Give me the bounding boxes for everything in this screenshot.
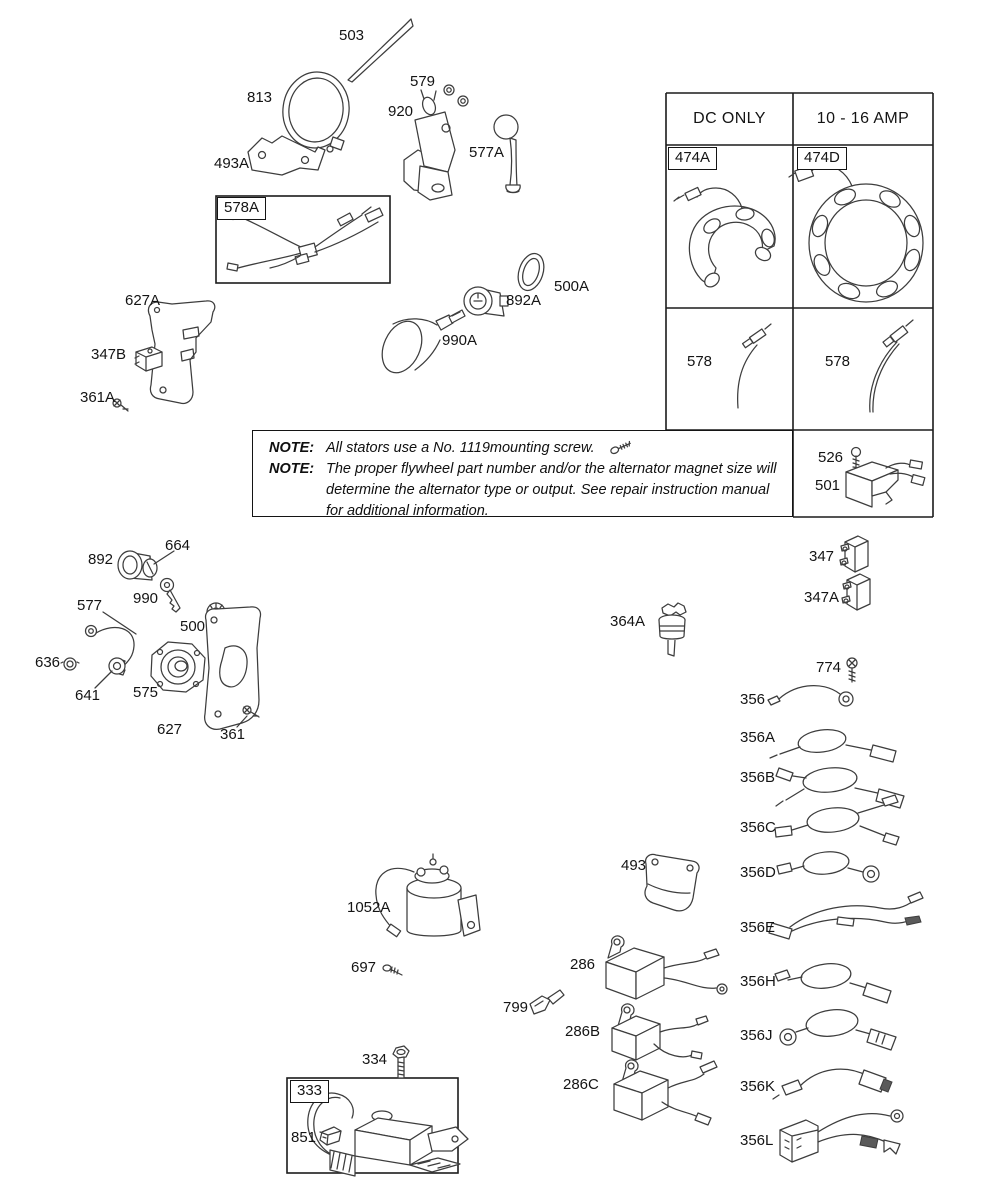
callout-356a: 356A: [740, 729, 776, 746]
drawing-361a-screw: [113, 399, 128, 411]
drawing-364a-oil-switch: [659, 603, 686, 656]
callout-500a: 500A: [554, 278, 590, 295]
callout-356j: 356J: [740, 1027, 773, 1044]
callout-356e: 356E: [740, 919, 776, 936]
note-2: NOTE: The proper flywheel part number and/or the alternator magnet size will determine the alternator type or output. See repair instruction manual for additional information.: [269, 459, 784, 522]
callout-575: 575: [133, 684, 159, 701]
drawing-356d-wire: [777, 850, 879, 882]
callout-578a-inset: 578A: [217, 197, 266, 220]
callout-356b: 356B: [740, 769, 776, 786]
callout-364a: 364A: [610, 613, 646, 630]
drawing-347-switch: [840, 536, 868, 572]
drawing-578-wire-dc: [738, 324, 771, 408]
callout-1052a: 1052A: [347, 899, 391, 916]
drawing-636-nut: [61, 658, 79, 670]
callout-493: 493: [621, 857, 647, 874]
drawing-892a-key-switch: [464, 287, 508, 316]
note-label: NOTE:: [269, 461, 315, 478]
drawing-774-screw: [847, 658, 857, 682]
callout-664: 664: [165, 537, 191, 554]
callout-851: 851: [291, 1129, 317, 1146]
drawing-697-screw: [383, 965, 402, 975]
callout-920: 920: [388, 103, 414, 120]
drawing-286-module: [606, 936, 727, 999]
callout-579: 579: [410, 73, 436, 90]
callout-577a: 577A: [469, 144, 505, 161]
callout-356: 356: [740, 691, 766, 708]
note-box: [252, 430, 793, 520]
drawing-356a-wire: [770, 727, 896, 762]
callout-892a: 892A: [506, 292, 542, 309]
callout-627a: 627A: [125, 292, 161, 309]
callout-577: 577: [77, 597, 103, 614]
drawing-356k-wire: [773, 1069, 892, 1099]
callout-474d: 474D: [797, 147, 847, 170]
table-header-dc-only: DC ONLY: [693, 110, 766, 127]
callout-347a: 347A: [804, 589, 840, 606]
callout-500: 500: [180, 618, 206, 635]
callout-774: 774: [816, 659, 842, 676]
drawing-851-connector: [320, 1127, 341, 1145]
callout-813: 813: [247, 89, 273, 106]
callout-578-dc: 578: [687, 353, 713, 370]
callout-474a: 474A: [668, 147, 717, 170]
drawing-286b-module: [612, 1004, 708, 1060]
drawing-286c-module: [614, 1060, 717, 1125]
callout-892: 892: [88, 551, 114, 568]
drawing-1052a-solenoid: [376, 854, 480, 937]
callout-627: 627: [157, 721, 183, 738]
drawing-474d-stator: [789, 166, 923, 302]
drawing-501-regulator: [846, 460, 925, 507]
callout-641: 641: [75, 687, 101, 704]
drawing-799-terminal: [530, 990, 564, 1014]
drawing-356h-wire: [775, 961, 891, 1003]
callout-361a: 361A: [80, 389, 116, 406]
callout-361: 361: [220, 726, 246, 743]
callout-501: 501: [815, 477, 841, 494]
drawing-493-bracket: [645, 854, 699, 910]
callout-356l: 356L: [740, 1132, 774, 1149]
callout-356k: 356K: [740, 1078, 776, 1095]
drawing-356-wire: [768, 686, 853, 706]
callout-347b: 347B: [91, 346, 127, 363]
drawing-356j-wire: [780, 1007, 896, 1050]
callout-334: 334: [362, 1051, 388, 1068]
callout-356d: 356D: [740, 864, 776, 881]
drawing-990-key: [161, 579, 181, 613]
drawing-526-screw: [852, 448, 861, 469]
callout-347: 347: [809, 548, 835, 565]
drawing-356e-harness: [769, 892, 923, 939]
drawing-474a-stator: [674, 187, 776, 289]
callout-286: 286: [570, 956, 596, 973]
drawing-500a-ring: [514, 250, 549, 294]
drawing-575-starter-end: [151, 642, 205, 692]
callout-333-inset: 333: [290, 1080, 329, 1103]
note-1: NOTE: All stators use a No. 1119mounting screw.: [269, 438, 784, 459]
drawing-334-bolt: [393, 1046, 409, 1078]
callout-697: 697: [351, 959, 377, 976]
callout-356h: 356H: [740, 973, 776, 990]
callout-990: 990: [133, 590, 159, 607]
drawing-579-nuts: [444, 85, 468, 106]
drawing-356l-harness: [780, 1110, 903, 1162]
notes-list: [269, 438, 784, 522]
callout-356c: 356C: [740, 819, 776, 836]
note-label: NOTE:: [269, 440, 315, 456]
callout-286b: 286B: [565, 1023, 601, 1040]
callout-578-amp: 578: [825, 353, 851, 370]
drawing-578-wire-amp: [870, 320, 913, 412]
callout-526: 526: [818, 449, 844, 466]
drawing-347a-switch: [842, 574, 870, 610]
callout-503: 503: [339, 27, 365, 44]
callout-493a: 493A: [214, 155, 250, 172]
callout-636: 636: [35, 654, 61, 671]
drawing-627-bracket-plate: [205, 607, 261, 729]
callout-799: 799: [503, 999, 529, 1016]
drawing-347b-switch: [135, 347, 162, 371]
table-header-10-16-amp: 10 - 16 AMP: [816, 110, 910, 127]
callout-990a: 990A: [442, 332, 478, 349]
callout-286c: 286C: [563, 1076, 599, 1093]
